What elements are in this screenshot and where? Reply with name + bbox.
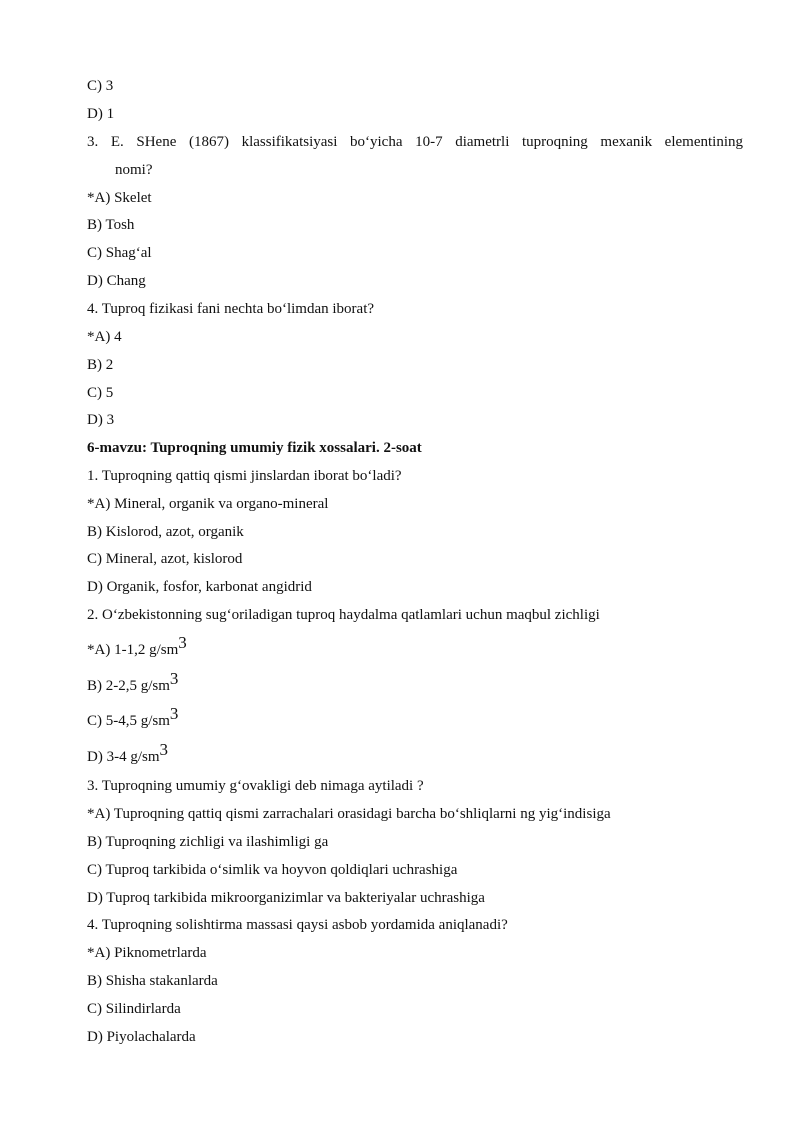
option-text: B) 2-2,5 g/sm bbox=[87, 678, 170, 694]
superscript-exponent: 3 bbox=[159, 740, 168, 759]
option-c: C) 3 bbox=[87, 78, 114, 94]
option-b: B) Tuproqning zichligi va ilashimligi ga bbox=[87, 834, 329, 850]
option-a-correct: *A) Tuproqning qattiq qismi zarrachalari orasidagi barcha bo‘shliqlarni ng yig‘indisiga bbox=[87, 806, 611, 822]
option-b bbox=[87, 669, 179, 695]
option-c: C) Shag‘al bbox=[87, 245, 152, 261]
option-a-correct: *A) Piknometrlarda bbox=[87, 945, 207, 961]
option-c bbox=[87, 704, 179, 730]
section-heading: 6-mavzu: Tuproqning umumiy fizik xossalari. 2-soat bbox=[87, 440, 422, 456]
option-b: B) Tosh bbox=[87, 217, 135, 233]
option-b: B) Shisha stakanlarda bbox=[87, 973, 218, 989]
superscript-exponent: 3 bbox=[169, 669, 179, 688]
option-d: D) 1 bbox=[87, 106, 115, 122]
question-2-text: 2. O‘zbekistonning sug‘oriladigan tuproq haydalma qatlamlari uchun maqbul zichligi bbox=[87, 607, 600, 623]
option-a-correct: *A) 4 bbox=[87, 329, 122, 345]
question-4-text: 4. Tuproqning solishtirma massasi qaysi asbob yordamida aniqlanadi? bbox=[87, 917, 508, 933]
option-c: C) Tuproq tarkibida o‘simlik va hoyvon qoldiqlari uchrashiga bbox=[87, 862, 458, 878]
option-d: D) 3 bbox=[87, 412, 115, 428]
option-a-correct bbox=[87, 633, 187, 659]
option-d: D) Tuproq tarkibida mikroorganizimlar va bakteriyalar uchrashiga bbox=[87, 890, 485, 906]
option-c: C) Mineral, azot, kislorod bbox=[87, 551, 243, 567]
question-3-continuation: nomi? bbox=[115, 162, 153, 178]
option-b: B) Kislorod, azot, organik bbox=[87, 524, 244, 540]
option-text: *A) 1-1,2 g/sm bbox=[87, 642, 179, 658]
option-text: D) 3-4 g/sm bbox=[87, 749, 160, 765]
option-c: C) 5 bbox=[87, 385, 114, 401]
superscript-exponent: 3 bbox=[178, 633, 187, 652]
option-d: D) Chang bbox=[87, 273, 146, 289]
option-c: C) Silindirlarda bbox=[87, 1001, 181, 1017]
option-a-correct: *A) Skelet bbox=[87, 190, 152, 206]
question-3-text: 3. E. SHene (1867) klassifikatsiyasi bo‘yicha 10-7 diametrli tuproqning mexanik elementining bbox=[87, 134, 743, 150]
option-d bbox=[87, 740, 168, 766]
option-a-correct: *A) Mineral, organik va organo-mineral bbox=[87, 496, 329, 512]
option-d: D) Piyolachalarda bbox=[87, 1029, 196, 1045]
option-text: C) 5-4,5 g/sm bbox=[87, 713, 170, 729]
question-4-text: 4. Tuproq fizikasi fani nechta bo‘limdan iborat? bbox=[87, 301, 375, 317]
question-1-text: 1. Tuproqning qattiq qismi jinslardan iborat bo‘ladi? bbox=[87, 468, 402, 484]
option-b: B) 2 bbox=[87, 357, 114, 373]
superscript-exponent: 3 bbox=[169, 704, 179, 723]
question-3-text: 3. Tuproqning umumiy g‘ovakligi deb nimaga aytiladi ? bbox=[87, 778, 424, 794]
option-d: D) Organik, fosfor, karbonat angidrid bbox=[87, 579, 312, 595]
